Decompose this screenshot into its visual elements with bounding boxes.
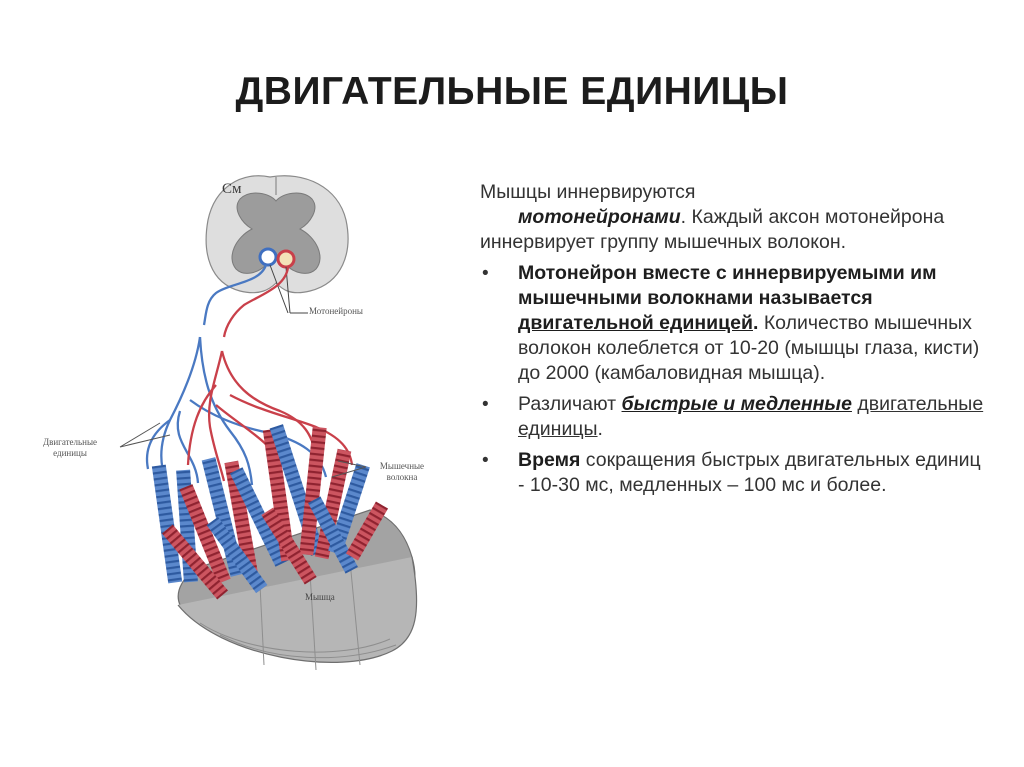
intro-text-a: Мышцы иннервируются bbox=[480, 181, 696, 203]
bullet-icon: • bbox=[482, 394, 489, 415]
motor-unit-illustration bbox=[20, 165, 460, 685]
motor-unit-figure bbox=[20, 165, 460, 685]
fast-slow-term: быстрые и медленные bbox=[621, 393, 852, 415]
contraction-time-rest: сокращения быстрых двигательных единиц - 10-30 мс, медленных – 100 мс и более. bbox=[518, 449, 981, 496]
intro-text-c: . Каждый аксон мотонейрона иннервирует группу мышечных волокон. bbox=[480, 206, 945, 253]
label-muscle-fibers-line2: волокна bbox=[386, 472, 418, 482]
motoneuron-red bbox=[278, 251, 294, 267]
list-item-contraction-time bbox=[480, 448, 990, 498]
label-muscle-fibers-line1: Мышечные bbox=[379, 461, 425, 471]
list-item-fast-slow bbox=[480, 392, 990, 442]
bullet-icon: • bbox=[482, 263, 489, 284]
definition-dot: . bbox=[752, 312, 759, 334]
definition-rest: Количество мышечных волокон колеблется от 10-20 (мышцы глаза, кисти) до 2000 (камбаловидная мышца). bbox=[518, 312, 980, 384]
body-text bbox=[480, 180, 990, 504]
label-muscle-fibers bbox=[367, 461, 437, 483]
definition-term: двигательной единицей bbox=[518, 312, 753, 334]
motoneuron-blue bbox=[260, 249, 276, 265]
label-motor-units bbox=[20, 437, 120, 459]
fast-slow-end: . bbox=[597, 418, 603, 440]
contraction-time-term: Время bbox=[518, 449, 581, 471]
list-item-motor-unit-definition bbox=[480, 261, 990, 386]
label-spinal-cord: См bbox=[222, 181, 242, 197]
definition-bold-text: Мотонейрон вместе с иннервируемыми им мышечными волокнами называется bbox=[518, 262, 937, 309]
label-motor-units-line1: Двигательные bbox=[42, 437, 98, 447]
intro-motoneurons-term: мотонейронами bbox=[518, 206, 681, 228]
label-motoneurons: Мотонейроны bbox=[309, 306, 363, 316]
blue-axons bbox=[147, 265, 326, 485]
label-motor-units-line2: единицы bbox=[53, 448, 87, 458]
fast-slow-text-a: Различают bbox=[518, 393, 622, 415]
intro-paragraph bbox=[480, 180, 990, 255]
label-muscle: Мышца bbox=[305, 592, 335, 602]
bullet-icon: • bbox=[482, 450, 489, 471]
fast-slow-units: двигательные единицы bbox=[518, 393, 984, 440]
slide-title: ДВИГАТЕЛЬНЫЕ ЕДИНИЦЫ bbox=[235, 70, 789, 113]
